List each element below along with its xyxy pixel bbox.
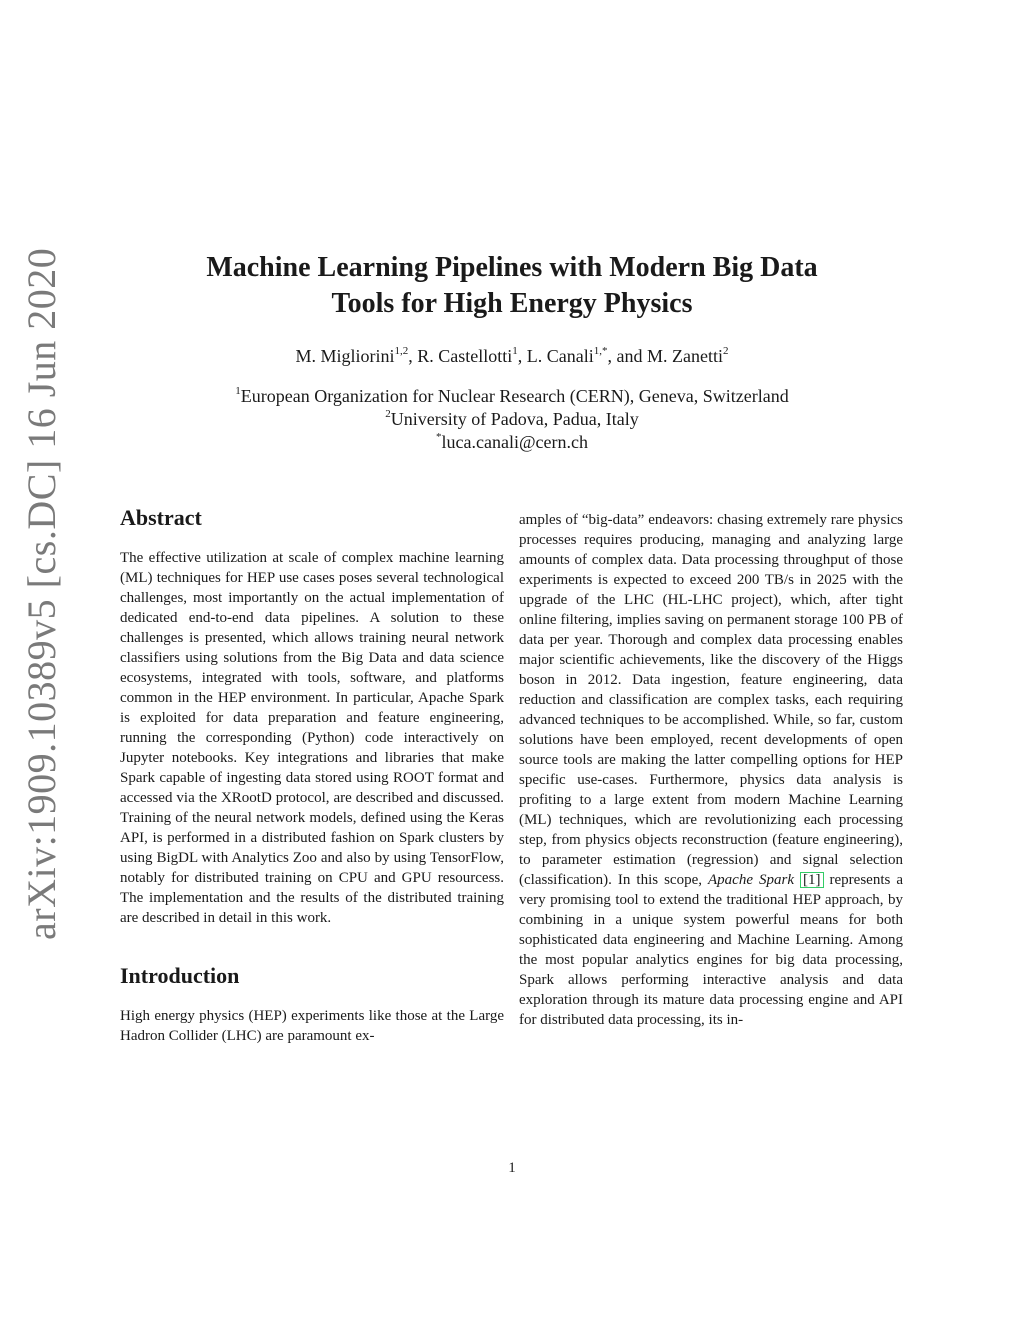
corresponding-email[interactable] [120, 431, 904, 454]
abstract-heading: Abstract [120, 505, 202, 530]
right-column [519, 510, 903, 1030]
author-castellotti-affil: 1 [512, 345, 518, 357]
arxiv-identifier: arXiv:1909.10389v5 [cs.DC] 16 Jun 2020 [19, 247, 64, 940]
author-zanetti-affil: 2 [723, 345, 729, 357]
affiliation-cern [120, 385, 904, 408]
title-line-2: Tools for High Energy Physics [331, 288, 693, 319]
left-column [120, 504, 504, 1046]
page-number: 1 [508, 1160, 516, 1176]
intro-right-part-b: represents a very promising tool to extend the traditional HEP approach, by combining in a unique system powerful means for both sophisticated data engineering and Machine Learning. Among the most popular analytics engines for big data processing, Spark allows performing interactive analysis and data exploration through its mature data processing engine and API for distributed data processing, its in- [519, 872, 904, 1028]
author-canali-affil: 1,* [593, 345, 608, 357]
title-line-1: Machine Learning Pipelines with Modern Big Data [206, 252, 818, 283]
author-canali: L. Canali [526, 346, 594, 366]
affiliation-padova-text: University of Padova, Padua, Italy [390, 409, 639, 429]
introduction-text-left: High energy physics (HEP) experiments like those at the Large Hadron Collider (LHC) are paramount ex- [120, 1008, 504, 1044]
citation-number[interactable]: 1 [808, 872, 816, 888]
affiliation-padova [120, 408, 904, 431]
citation-link[interactable]: [1] [800, 872, 824, 888]
author-zanetti: M. Zanetti [647, 346, 723, 366]
abstract-text: The effective utilization at scale of complex machine learning (ML) techniques for HEP use cases poses several technological challenges, most importantly on the actual implementation of dedicated end-to-end data pipelines. A solution to these challenges is presented, which allows training neural network classifiers using solutions from the Big Data and data science ecosystems, integrated with tools, software, and platforms common in the HEP environment. In particular, Apache Spark is exploited for data preparation and feature engineering, running the corresponding (Python) code interactively on Jupyter notebooks. Key integrations and libraries that make Spark capable of ingesting data stored using ROOT format and accessed via the XRootD protocol, are described and discussed. Training of the neural network models, defined using the Keras API, is performed in a distributed fashion on Spark clusters by using BigDL with Analytics Zoo and also by using TensorFlow, notably for distributed training on CPU and GPU resourcess. The implementation and the results of the distributed training are described in detail in this work. [120, 550, 504, 926]
affiliation-cern-text: European Organization for Nuclear Research (CERN), Geneva, Switzerland [240, 386, 789, 406]
affiliation-padova-marker: 2 [385, 408, 391, 420]
apache-spark-term: Apache Spark [708, 872, 794, 888]
author-separator: , [517, 346, 527, 366]
email-marker: * [436, 431, 442, 443]
email-address[interactable]: luca.canali@cern.ch [441, 432, 588, 452]
author-castellotti: R. Castellotti [417, 346, 513, 366]
author-conjunction: , and [607, 346, 648, 366]
author-list [120, 344, 904, 368]
author-migliorini-affil: 1,2 [394, 345, 409, 357]
author-separator: , [408, 346, 418, 366]
author-migliorini: M. Migliorini [295, 346, 395, 366]
introduction-heading: Introduction [120, 963, 240, 988]
affiliation-cern-marker: 1 [235, 385, 241, 397]
introduction-text-right [519, 510, 903, 1030]
paper-title [120, 250, 904, 322]
intro-right-part-a: amples of “big-data” endeavors: chasing extremely rare physics processes requires producing, managing and analyzing large amounts of complex data. Data processing throughput of those experiments is expected to exceed 200 TB/s in 2025 with the upgrade of the LHC (HL-LHC project), which, after tight online filtering, implies saving on permanent storage 100 PB of data per year. Thorough and complex data processing enables major scientific achievements, like the discovery of the Higgs boson in 2012. Data ingestion, feature engineering, data reduction and classification are complex tasks, each requiring advanced techniques to be accomplished. While, so far, custom solutions have been employed, recent developments of open source tools are making the latter compelling options for HEP specific use-cases. Furthermore, physics data analysis is profiting to a large extent from modern Machine Learning (ML) techniques, which are revolutionizing each processing step, from physics objects reconstruction (feature engineering), to parameter estimation (regression) and signal selection (classification). In this scope, [519, 512, 903, 888]
affiliations [120, 385, 904, 454]
